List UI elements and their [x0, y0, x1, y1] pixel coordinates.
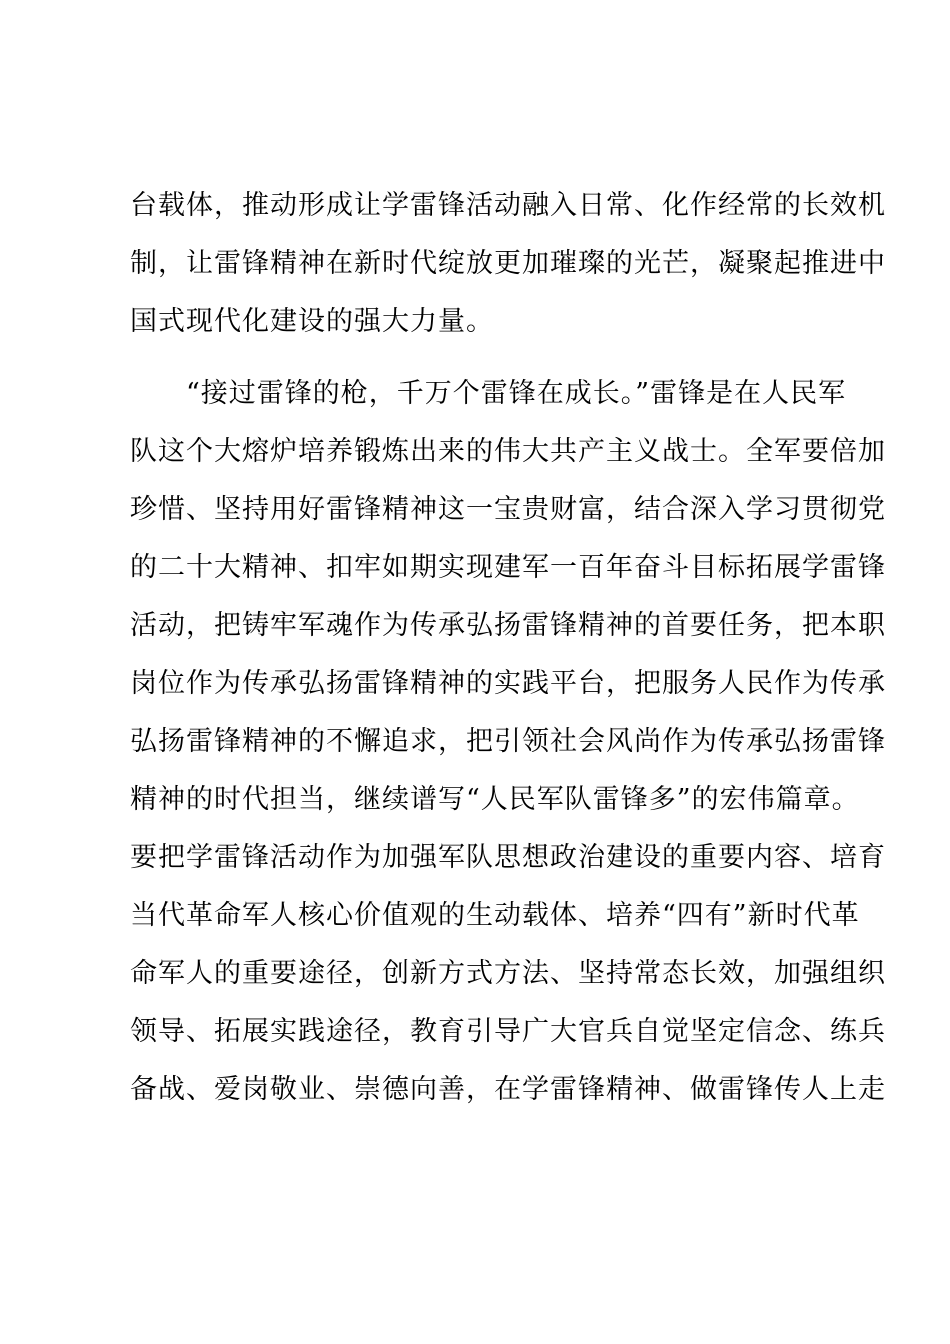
text-line: 精神的时代担当，继续谱写“人民军队雷锋多”的宏伟篇章。 — [130, 784, 860, 815]
text-line: 的二十大精神、扣牢如期实现建军一百年奋斗目标拓展学雷锋 — [130, 552, 886, 583]
text-line: 活动，把铸牢军魂作为传承弘扬雷锋精神的首要任务，把本职 — [130, 610, 886, 641]
text-line: 要把学雷锋活动作为加强军队思想政治建设的重要内容、培育 — [130, 842, 886, 873]
text-line: 备战、爱岗敬业、崇德向善，在学雷锋精神、做雷锋传人上走 — [130, 1074, 886, 1105]
text-line: 当代革命军人核心价值观的生动载体、培养“四有”新时代革 — [130, 900, 860, 931]
text-line: 岗位作为传承弘扬雷锋精神的实践平台，把服务人民作为传承 — [130, 668, 886, 699]
text-line: 命军人的重要途径，创新方式方法、坚持常态长效，加强组织 — [130, 958, 886, 989]
text-line: 台载体，推动形成让学雷锋活动融入日常、化作经常的长效机 — [130, 190, 886, 221]
text-line: 弘扬雷锋精神的不懈追求，把引领社会风尚作为传承弘扬雷锋 — [130, 726, 886, 757]
text-line: 领导、拓展实践途径，教育引导广大官兵自觉坚定信念、练兵 — [130, 1016, 886, 1047]
text-line: “接过雷锋的枪，千万个雷锋在成长。”雷锋是在人民军 — [186, 378, 847, 409]
text-line: 制，让雷锋精神在新时代绽放更加璀璨的光芒，凝聚起推进中 — [130, 248, 886, 279]
text-line: 国式现代化建设的强大力量。 — [130, 306, 494, 337]
text-line: 队这个大熔炉培养锻炼出来的伟大共产主义战士。全军要倍加 — [130, 436, 886, 467]
text-line: 珍惜、坚持用好雷锋精神这一宝贵财富，结合深入学习贯彻党 — [130, 494, 886, 525]
